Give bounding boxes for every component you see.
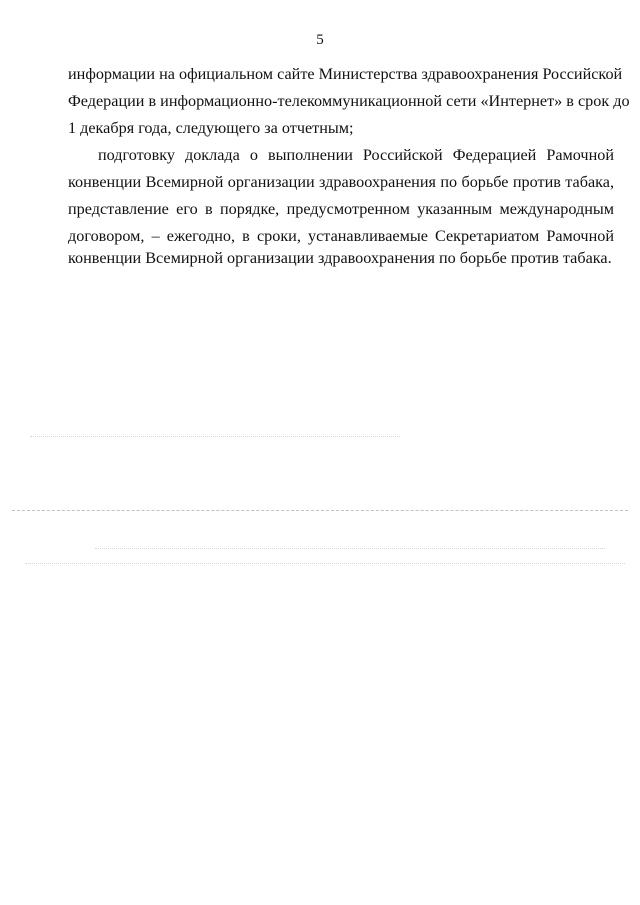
scan-artifact [25,563,625,564]
scan-artifact [95,548,605,549]
text-line: информации на официальном сайте Министерства здравоохранения Российской [68,65,623,83]
scan-artifact [12,510,628,511]
text-line: 1 декабря года, следующего за отчетным; [68,119,354,137]
scan-artifact [30,436,400,437]
text-line: конвенции Всемирной организации здравоохранения по борьбе против табака. [68,249,612,267]
text-line: представление его в порядке, предусмотренном указанным международным [68,200,614,218]
page-number: 5 [316,32,324,48]
text-line: Федерации в информационно-телекоммуникационной сети «Интернет» в срок до [68,92,630,110]
text-line: подготовку доклада о выполнении Российской Федерацией Рамочной [98,146,614,164]
text-line: договором, – ежегодно, в сроки, устанавливаемые Секретариатом Рамочной [68,227,614,245]
text-line: конвенции Всемирной организации здравоохранения по борьбе против табака, [68,173,614,191]
